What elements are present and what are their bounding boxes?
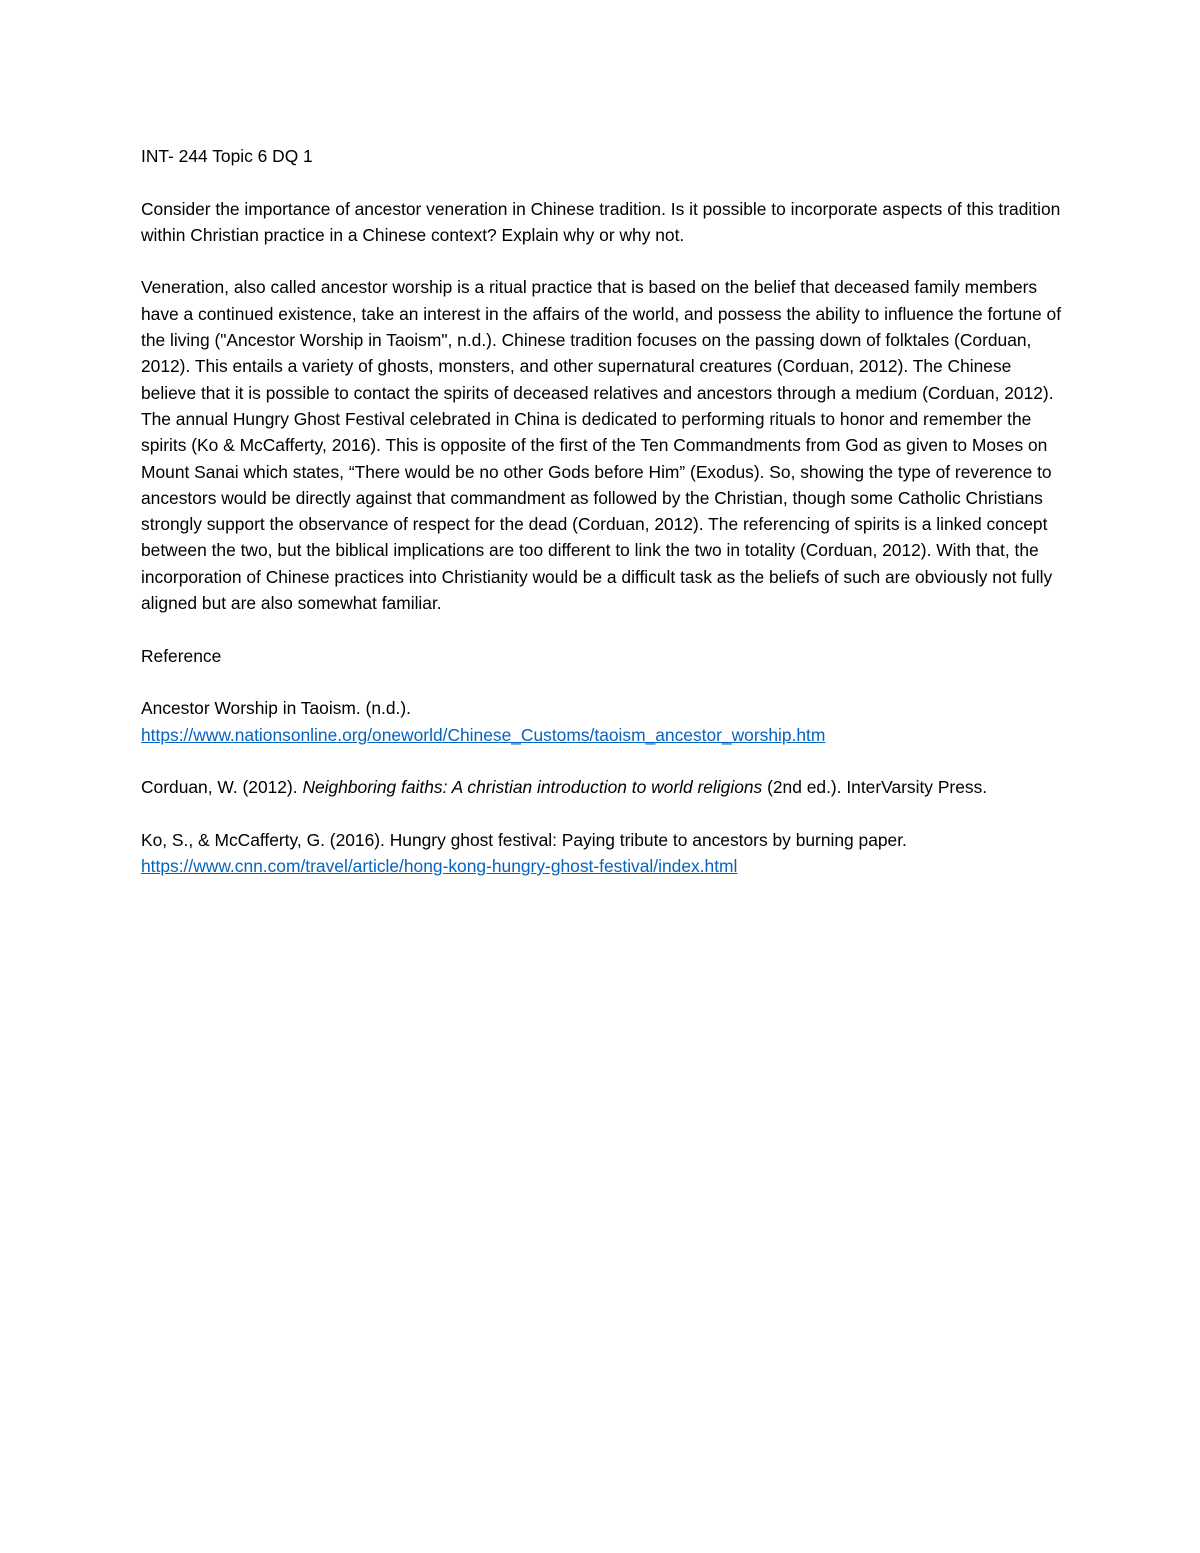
reference-1-link[interactable]: https://www.nationsonline.org/oneworld/Chinese_Customs/taoism_ancestor_worship.htm — [141, 724, 826, 745]
reference-entry-3 — [141, 827, 1066, 880]
document-heading: INT- 244 Topic 6 DQ 1 — [141, 146, 313, 166]
response-body: Veneration, also called ancestor worship is a ritual practice that is based on the belief that deceased family members have a continued existence, take an interest in the affairs of the world, and possess the ability to influence the fortune of the living ("Ancestor Worship in Taoism", n.d.). Chinese tradition focuses on the passing down of folktales (Corduan, 2012). This entails a variety of ghosts, monsters, and other supernatural creatures (Corduan, 2012). The Chinese believe that it is possible to contact the spirits of deceased relatives and ancestors through a medium (Corduan, 2012). The annual Hungry Ghost Festival celebrated in China is dedicated to performing rituals to honor and remember the spirits (Ko & McCafferty, 2016). This is opposite of the first of the Ten Commandments from God as given to Moses on Mount Sanai which states, “There would be no other Gods before Him” (Exodus). So, showing the type of reverence to ancestors would be directly against that commandment as followed by the Christian, though some Catholic Christians strongly support the observance of respect for the dead (Corduan, 2012). The referencing of spirits is a linked concept between the two, but the biblical implications are too different to link the two in totality (Corduan, 2012). With that, the incorporation of Chinese practices into Christianity would be a difficult task as the beliefs of such are obviously not fully aligned but are also somewhat familiar. — [141, 277, 1062, 614]
discussion-prompt: Consider the importance of ancestor veneration in Chinese tradition. Is it possible to incorporate aspects of this tradition within Christian practice in a Chinese context? Explain why or why not. — [141, 198, 1061, 245]
document-content — [141, 143, 1066, 879]
reference-1-citation: Ancestor Worship in Taoism. (n.d.). — [141, 698, 411, 719]
reference-heading: Reference — [141, 645, 222, 666]
reference-2-publication: (2nd ed.). InterVarsity Press. — [762, 777, 988, 798]
reference-entry-1 — [141, 695, 1066, 748]
reference-3-link[interactable]: https://www.cnn.com/travel/article/hong-kong-hungry-ghost-festival/index.html — [141, 856, 738, 877]
reference-2-title: Neighboring faiths: A christian introduction to world religions — [302, 777, 763, 798]
reference-3-citation: Ko, S., & McCafferty, G. (2016). Hungry ghost festival: Paying tribute to ancestors by burning paper. — [141, 829, 907, 850]
reference-entry-2 — [141, 774, 1066, 800]
reference-2-author: Corduan, W. (2012). — [141, 777, 303, 798]
